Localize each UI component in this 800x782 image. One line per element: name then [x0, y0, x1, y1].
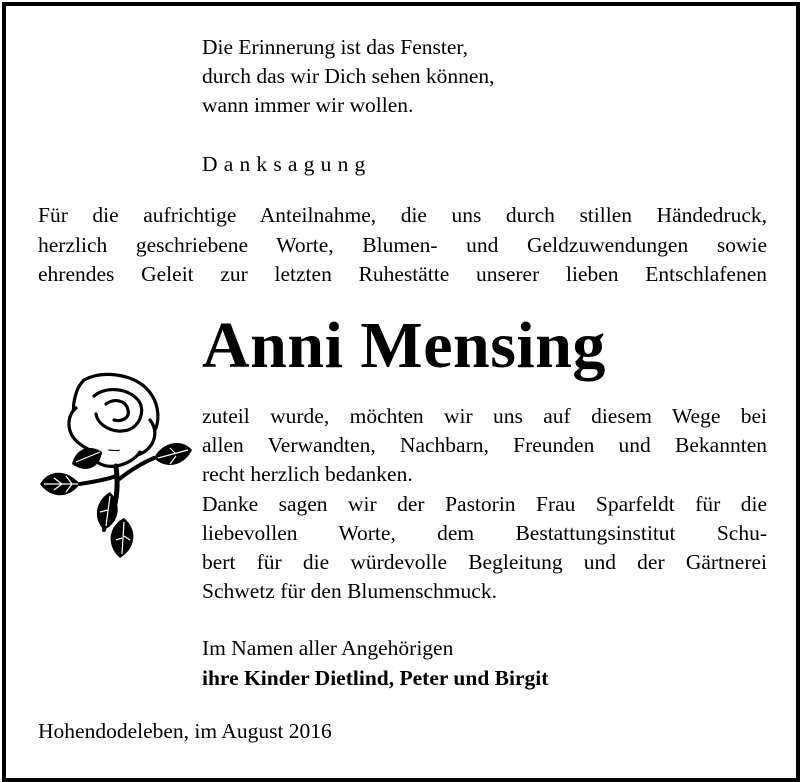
place-date: Hohendodeleben, im August 2016 — [38, 719, 332, 743]
body-line: recht herzlich bedanken. — [202, 462, 413, 486]
poem-line: Die Erinnerung ist das Fenster, — [202, 35, 469, 59]
intro-line: herzlich geschriebene Worte, Blumen- und Geldzuwendungen sowie — [38, 233, 767, 257]
heading-danksagung: Danksagung — [202, 152, 372, 176]
signature-line: Im Namen aller Angehörigen — [202, 636, 454, 660]
signature-names: ihre Kinder Dietlind, Peter und Birgit — [202, 666, 549, 690]
body-line: Schwetz für den Blumenschmuck. — [202, 579, 497, 603]
intro-line: ehrendes Geleit zur letzten Ruhestätte unserer lieben Entschlafenen — [38, 262, 767, 286]
intro-line: Für die aufrichtige Anteilnahme, die uns durch stillen Händedruck, — [38, 203, 767, 227]
rose-icon — [36, 372, 196, 558]
deceased-name: Anni Mensing — [202, 309, 606, 382]
body-line: Danke sagen wir der Pastorin Frau Sparfeldt für die — [202, 492, 767, 516]
body-line: zuteil wurde, möchten wir uns auf diesem Wege bei — [202, 404, 767, 428]
body-line: liebevollen Worte, dem Bestattungsinstitut Schu- — [202, 521, 767, 545]
obituary-card — [2, 2, 800, 782]
poem-line: wann immer wir wollen. — [202, 93, 414, 117]
poem-line: durch das wir Dich sehen können, — [202, 64, 495, 88]
body-line: bert für die würdevolle Begleitung und der Gärtnerei — [202, 550, 767, 574]
body-line: allen Verwandten, Nachbarn, Freunden und Bekannten — [202, 433, 767, 457]
